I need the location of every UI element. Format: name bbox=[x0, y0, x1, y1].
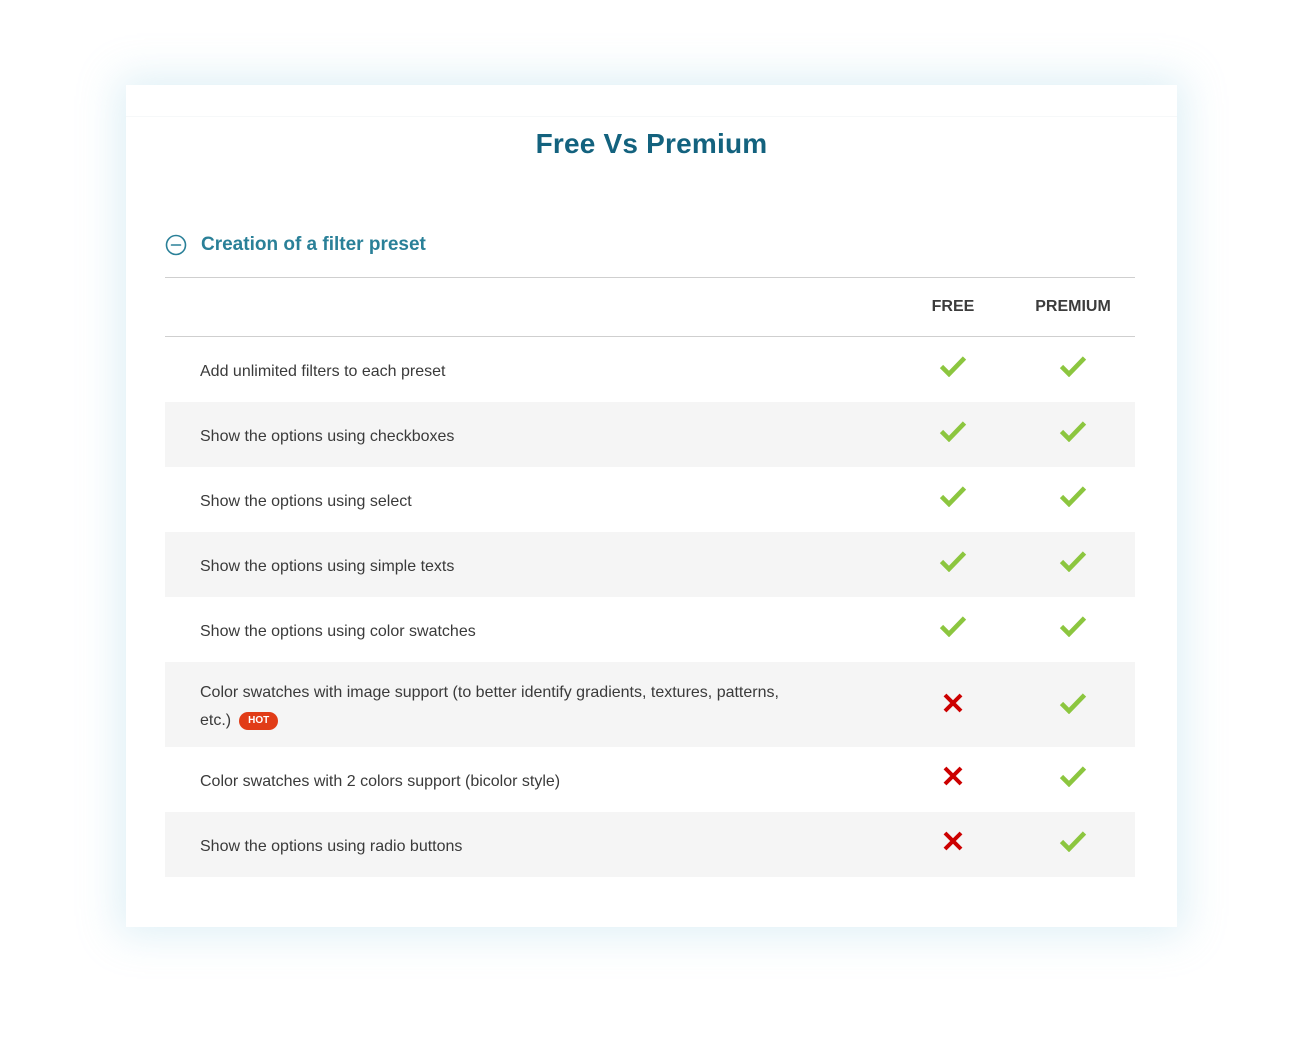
feature-label bbox=[200, 597, 800, 662]
free-cell bbox=[903, 532, 1003, 597]
table-header bbox=[165, 277, 1135, 337]
table-row bbox=[165, 402, 1135, 467]
feature-text: Show the options using select bbox=[200, 492, 412, 510]
minus-circle-icon[interactable] bbox=[165, 234, 187, 256]
feature-text: Show the options using radio buttons bbox=[200, 837, 463, 855]
check-icon bbox=[939, 623, 967, 637]
free-cell bbox=[903, 597, 1003, 662]
feature-label bbox=[200, 812, 800, 877]
premium-cell bbox=[1023, 337, 1123, 402]
check-icon bbox=[1059, 623, 1087, 637]
feature-label bbox=[200, 532, 800, 597]
check-icon bbox=[1059, 558, 1087, 572]
feature-text: Color swatches with 2 colors support (bicolor style) bbox=[200, 772, 561, 790]
premium-cell bbox=[1023, 402, 1123, 467]
premium-cell bbox=[1023, 662, 1123, 747]
column-header-free: FREE bbox=[931, 298, 975, 315]
section-toggle[interactable] bbox=[165, 231, 426, 259]
comparison-table bbox=[165, 277, 1135, 877]
check-icon bbox=[939, 428, 967, 442]
card-divider bbox=[126, 116, 1177, 117]
check-icon bbox=[1059, 493, 1087, 507]
free-cell bbox=[903, 812, 1003, 877]
premium-cell bbox=[1023, 532, 1123, 597]
free-cell bbox=[903, 337, 1003, 402]
table-row bbox=[165, 597, 1135, 662]
check-icon bbox=[1059, 773, 1087, 787]
free-cell bbox=[903, 402, 1003, 467]
check-icon bbox=[1059, 838, 1087, 852]
free-cell bbox=[903, 662, 1003, 747]
table-row bbox=[165, 467, 1135, 532]
premium-cell bbox=[1023, 467, 1123, 532]
table-row bbox=[165, 662, 1135, 747]
free-cell bbox=[903, 747, 1003, 812]
check-icon bbox=[1059, 428, 1087, 442]
premium-cell bbox=[1023, 812, 1123, 877]
feature-label bbox=[200, 467, 800, 532]
cross-icon bbox=[942, 773, 964, 787]
feature-text: Show the options using simple texts bbox=[200, 557, 455, 575]
check-icon bbox=[1059, 363, 1087, 377]
table-row bbox=[165, 747, 1135, 812]
page-title: Free Vs Premium bbox=[535, 128, 768, 159]
check-icon bbox=[939, 363, 967, 377]
table-body bbox=[165, 337, 1135, 877]
hot-badge: HOT bbox=[239, 712, 278, 730]
column-header-premium: PREMIUM bbox=[1035, 298, 1111, 315]
feature-label bbox=[200, 747, 800, 812]
feature-text: Color swatches with image support (to better identify gradients, textures, patterns, etc.) bbox=[200, 683, 779, 729]
feature-label bbox=[200, 402, 800, 467]
table-row bbox=[165, 337, 1135, 402]
comparison-card bbox=[126, 85, 1177, 927]
cross-icon bbox=[942, 838, 964, 852]
check-icon bbox=[939, 558, 967, 572]
check-icon bbox=[939, 493, 967, 507]
premium-cell bbox=[1023, 597, 1123, 662]
feature-label bbox=[200, 337, 800, 402]
table-row bbox=[165, 812, 1135, 877]
premium-cell bbox=[1023, 747, 1123, 812]
table-row bbox=[165, 532, 1135, 597]
feature-text: Show the options using color swatches bbox=[200, 622, 476, 640]
free-cell bbox=[903, 467, 1003, 532]
cross-icon bbox=[942, 696, 964, 714]
feature-text: Add unlimited filters to each preset bbox=[200, 362, 446, 380]
check-icon bbox=[1059, 696, 1087, 714]
feature-label bbox=[200, 662, 800, 747]
feature-text: Show the options using checkboxes bbox=[200, 427, 455, 445]
section-title[interactable]: Creation of a filter preset bbox=[201, 234, 426, 255]
